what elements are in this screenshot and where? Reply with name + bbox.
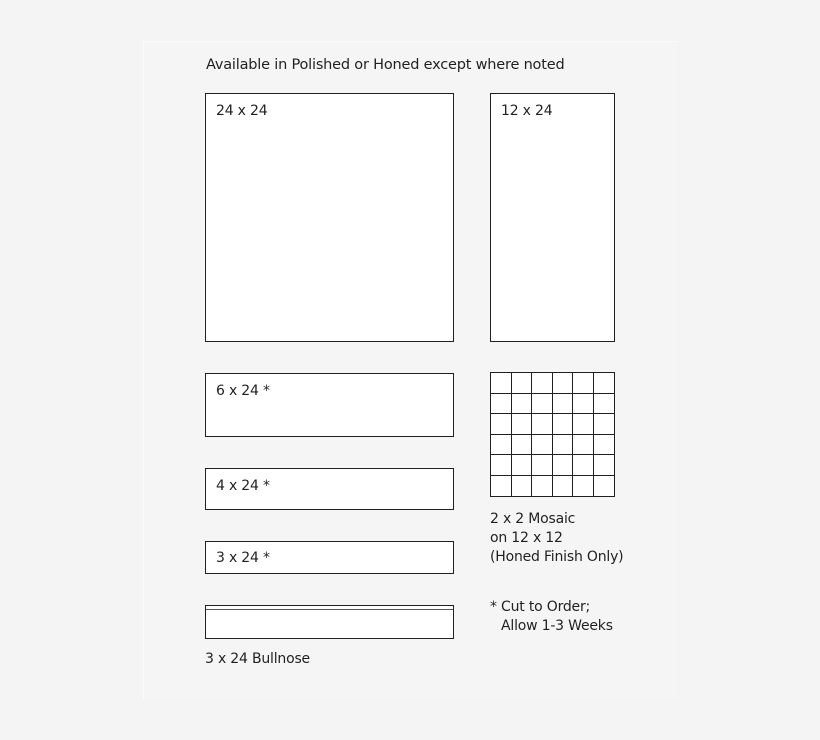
mosaic-cell	[491, 455, 512, 476]
mosaic-cell	[491, 414, 512, 435]
mosaic-cell	[532, 435, 553, 456]
mosaic-cell	[512, 435, 533, 456]
cut-to-order-note	[490, 598, 613, 636]
mosaic-cell	[594, 435, 615, 456]
mosaic-caption-line-3: (Honed Finish Only)	[490, 549, 624, 565]
tile-6x24-label: 6 x 24 *	[216, 383, 270, 399]
mosaic-cell	[532, 414, 553, 435]
mosaic-grid	[490, 372, 615, 497]
mosaic-cell	[573, 476, 594, 497]
tile-12x24	[490, 93, 615, 342]
mosaic-cell	[594, 373, 615, 394]
mosaic-cell	[594, 394, 615, 415]
mosaic-cell	[573, 435, 594, 456]
tile-bullnose	[205, 605, 454, 639]
mosaic-cell	[594, 414, 615, 435]
availability-heading: Available in Polished or Honed except where noted	[206, 57, 565, 73]
mosaic-caption-line-1: 2 x 2 Mosaic	[490, 511, 576, 527]
tile-4x24	[205, 468, 454, 510]
mosaic-cell	[573, 455, 594, 476]
tile-24x24-label: 24 x 24	[216, 103, 268, 119]
mosaic-cell	[573, 373, 594, 394]
mosaic-cell	[532, 455, 553, 476]
mosaic-cell	[532, 373, 553, 394]
mosaic-cell	[594, 476, 615, 497]
note-line-2: Allow 1-3 Weeks	[501, 618, 613, 634]
mosaic-cell	[553, 373, 574, 394]
mosaic-cell	[553, 394, 574, 415]
mosaic-cell	[553, 476, 574, 497]
bullnose-caption: 3 x 24 Bullnose	[205, 651, 310, 667]
mosaic-cell	[553, 455, 574, 476]
mosaic-cell	[491, 476, 512, 497]
mosaic-cell	[512, 476, 533, 497]
mosaic-cell	[512, 455, 533, 476]
mosaic-cell	[491, 373, 512, 394]
mosaic-cell	[512, 373, 533, 394]
tile-3x24-label: 3 x 24 *	[216, 550, 270, 566]
mosaic-cell	[491, 435, 512, 456]
tile-3x24	[205, 541, 454, 574]
tile-4x24-label: 4 x 24 *	[216, 478, 270, 494]
tile-6x24	[205, 373, 454, 437]
mosaic-cell	[553, 414, 574, 435]
mosaic-caption-line-2: on 12 x 12	[490, 530, 563, 546]
mosaic-cell	[573, 414, 594, 435]
mosaic-cell	[553, 435, 574, 456]
mosaic-cell	[512, 414, 533, 435]
tile-12x24-label: 12 x 24	[501, 103, 553, 119]
mosaic-cell	[491, 394, 512, 415]
mosaic-cell	[594, 455, 615, 476]
tile-24x24	[205, 93, 454, 342]
mosaic-cell	[532, 476, 553, 497]
mosaic-caption	[490, 510, 623, 567]
note-line-1: * Cut to Order;	[490, 599, 591, 615]
bullnose-edge-line	[206, 609, 453, 610]
mosaic-cell	[573, 394, 594, 415]
mosaic-cell	[512, 394, 533, 415]
mosaic-cell	[532, 394, 553, 415]
